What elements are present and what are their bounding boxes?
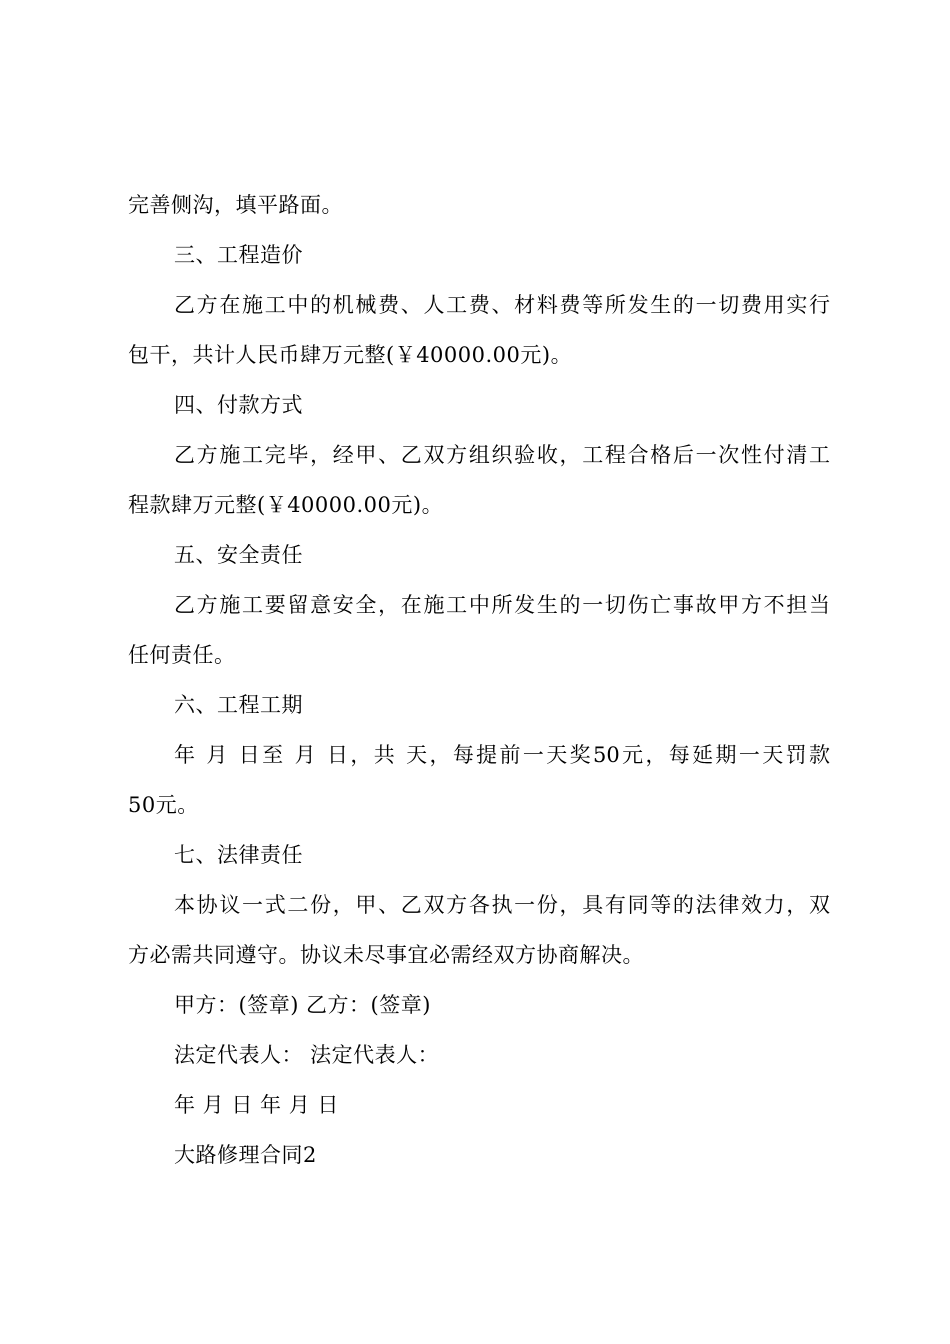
paragraph-line: 本协议一式二份，甲、乙双方各执一份，具有同等的法律效力，双: [174, 893, 830, 917]
section-heading: 四、付款方式: [174, 393, 303, 417]
paragraph-line: 乙方施工要留意安全，在施工中所发生的一切伤亡事故甲方不担当: [174, 593, 830, 617]
next-contract-title: 大路修理合同2: [174, 1143, 317, 1167]
section-heading: 五、安全责任: [174, 543, 303, 567]
paragraph-line: 年 月 日至 月 日，共 天，每提前一天奖50元，每延期一天罚款: [174, 743, 830, 767]
paragraph-line: 任何责任。: [128, 643, 236, 667]
paragraph-line: 乙方施工完毕，经甲、乙双方组织验收，工程合格后一次性付清工: [174, 443, 830, 467]
section-heading: 七、法律责任: [174, 843, 303, 867]
paragraph-line: 程款肆万元整(￥40000.00元)。: [128, 493, 444, 517]
paragraph-line: 完善侧沟，填平路面。: [128, 193, 343, 217]
paragraph-line: 乙方在施工中的机械费、人工费、材料费等所发生的一切费用实行: [174, 293, 830, 317]
date-line: 年 月 日 年 月 日: [174, 1093, 339, 1117]
paragraph-line: 方必需共同遵守。协议未尽事宜必需经双方协商解决。: [128, 943, 644, 967]
section-heading: 三、工程造价: [174, 243, 303, 267]
paragraph-line: 包干，共计人民币肆万元整(￥40000.00元)。: [128, 343, 573, 367]
section-heading: 六、工程工期: [174, 693, 303, 717]
paragraph-line: 50元。: [128, 793, 199, 817]
signature-parties-line: 甲方：(签章) 乙方：(签章): [174, 993, 431, 1017]
legal-representative-line: 法定代表人： 法定代表人：: [174, 1043, 440, 1067]
